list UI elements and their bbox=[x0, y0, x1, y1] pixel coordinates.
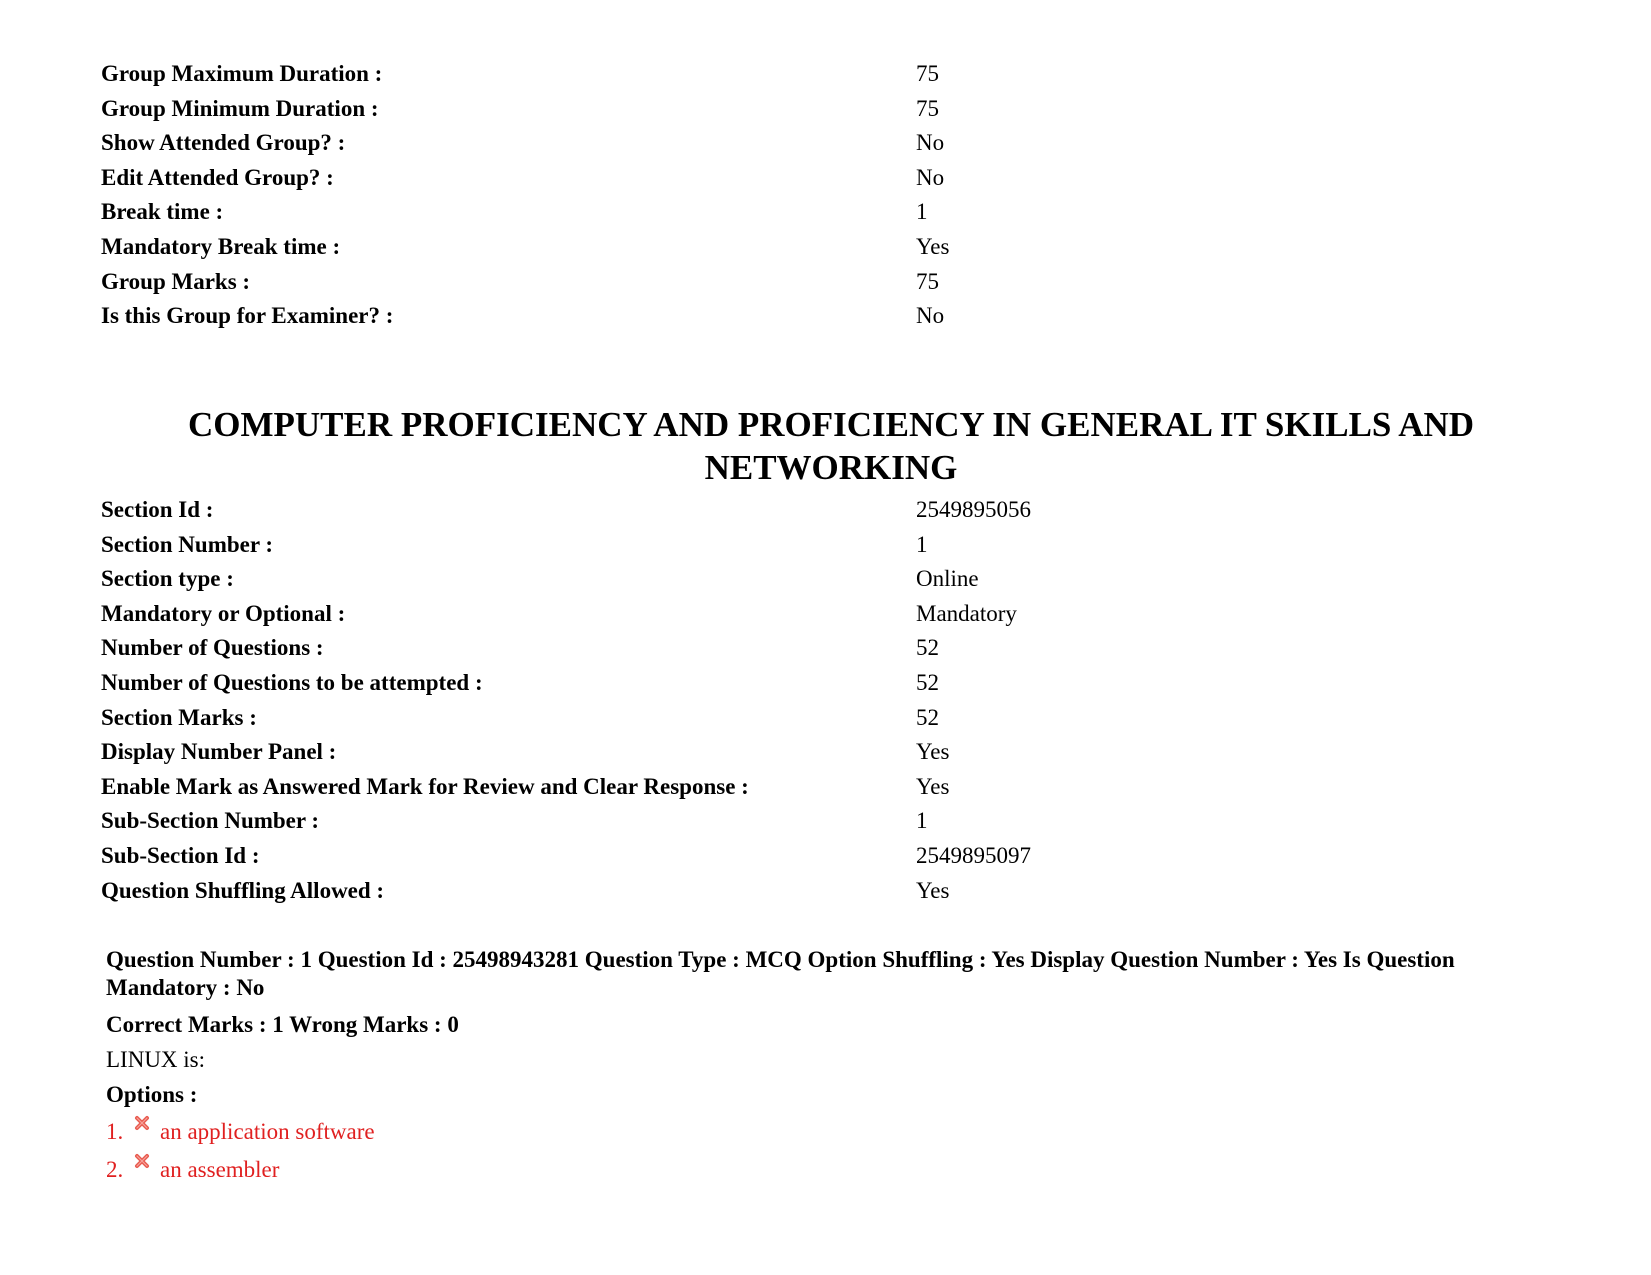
section-info-value: 52 bbox=[916, 704, 939, 730]
option-text: an assembler bbox=[160, 1157, 280, 1182]
section-info-row bbox=[101, 562, 1561, 597]
group-info-row bbox=[101, 57, 1561, 92]
section-info-label: Section Marks : bbox=[101, 704, 257, 730]
group-info-row bbox=[101, 265, 1561, 300]
section-info-row bbox=[101, 701, 1561, 736]
section-info-value: Yes bbox=[916, 877, 950, 903]
group-info-value: 75 bbox=[916, 61, 939, 86]
group-info-label: Group Maximum Duration : bbox=[101, 61, 383, 86]
option-item bbox=[106, 1117, 1546, 1147]
group-info-label: Mandatory Break time : bbox=[101, 233, 341, 259]
section-info-row bbox=[101, 631, 1561, 666]
group-info-row bbox=[101, 161, 1561, 196]
option-number: 1. bbox=[106, 1119, 124, 1144]
group-info-table bbox=[101, 57, 1561, 334]
options-label: Options : bbox=[106, 1082, 198, 1107]
group-info-value: Yes bbox=[916, 233, 950, 259]
group-info-label: Group Marks : bbox=[101, 268, 251, 294]
section-info-label: Sub-Section Id : bbox=[101, 842, 260, 868]
section-info-value: 52 bbox=[916, 635, 939, 661]
options-list bbox=[106, 1117, 1546, 1185]
section-info-label: Section Number : bbox=[101, 531, 274, 557]
section-title-line: COMPUTER PROFICIENCY AND PROFICIENCY IN GENERAL IT SKILLS AND bbox=[187, 405, 1475, 444]
section-info-label: Enable Mark as Answered Mark for Review and Clear Response : bbox=[101, 773, 749, 799]
group-info-row bbox=[101, 92, 1561, 127]
section-info-row bbox=[101, 493, 1561, 528]
group-info-row bbox=[101, 126, 1561, 161]
section-info-value: 52 bbox=[916, 669, 939, 695]
section-info-row bbox=[101, 528, 1561, 563]
cross-icon bbox=[134, 1115, 150, 1131]
section-info-label: Section Id : bbox=[101, 497, 214, 522]
group-info-value: 75 bbox=[916, 95, 939, 121]
section-title-line: NETWORKING bbox=[704, 448, 958, 487]
section-info-value: 2549895056 bbox=[916, 497, 1031, 522]
section-info-row bbox=[101, 597, 1561, 632]
group-info-label: Group Minimum Duration : bbox=[101, 95, 379, 121]
section-info-label: Number of Questions : bbox=[101, 635, 324, 661]
group-info-value: No bbox=[916, 164, 945, 190]
section-info-label: Display Number Panel : bbox=[101, 739, 337, 765]
section-info-value: 1 bbox=[916, 808, 928, 834]
option-item bbox=[106, 1155, 1546, 1185]
section-info-label: Sub-Section Number : bbox=[101, 808, 320, 834]
section-info-label: Number of Questions to be attempted : bbox=[101, 669, 483, 695]
option-text: an application software bbox=[160, 1119, 375, 1144]
section-info-row bbox=[101, 666, 1561, 701]
cross-icon bbox=[134, 1153, 150, 1169]
section-info-value: 2549895097 bbox=[916, 842, 1031, 868]
group-info-value: No bbox=[916, 303, 945, 329]
group-info-label: Break time : bbox=[101, 199, 224, 225]
group-info-value: 75 bbox=[916, 268, 939, 294]
section-info-row bbox=[101, 874, 1561, 909]
section-info-table bbox=[101, 493, 1561, 908]
question-marks: Correct Marks : 1 Wrong Marks : 0 bbox=[106, 1012, 459, 1037]
group-info-label: Show Attended Group? : bbox=[101, 130, 346, 156]
section-info-row bbox=[101, 735, 1561, 770]
question-header: Question Number : 1 Question Id : 25498943281 Question Type : MCQ Option Shuffling : Yes Display Question Number : Yes Is Question Mandatory : No bbox=[106, 947, 1455, 1000]
question-text: LINUX is: bbox=[106, 1047, 206, 1072]
section-info-row bbox=[101, 804, 1561, 839]
group-info-label: Is this Group for Examiner? : bbox=[101, 303, 394, 329]
section-info-label: Mandatory or Optional : bbox=[101, 600, 346, 626]
section-info-value: Online bbox=[916, 566, 979, 592]
group-info-row bbox=[101, 195, 1561, 230]
group-info-value: No bbox=[916, 130, 945, 156]
group-info-row bbox=[101, 299, 1561, 334]
section-title bbox=[101, 403, 1561, 489]
question-block bbox=[106, 946, 1546, 1193]
section-info-label: Question Shuffling Allowed : bbox=[101, 877, 385, 903]
group-info-row bbox=[101, 230, 1561, 265]
section-info-value: 1 bbox=[916, 531, 928, 557]
group-info-label: Edit Attended Group? : bbox=[101, 164, 334, 190]
section-info-value: Yes bbox=[916, 739, 950, 765]
option-number: 2. bbox=[106, 1157, 124, 1182]
section-info-label: Section type : bbox=[101, 566, 234, 592]
group-info-value: 1 bbox=[916, 199, 928, 225]
section-info-row bbox=[101, 770, 1561, 805]
section-info-value: Mandatory bbox=[916, 600, 1017, 626]
section-info-row bbox=[101, 839, 1561, 874]
section-info-value: Yes bbox=[916, 773, 950, 799]
